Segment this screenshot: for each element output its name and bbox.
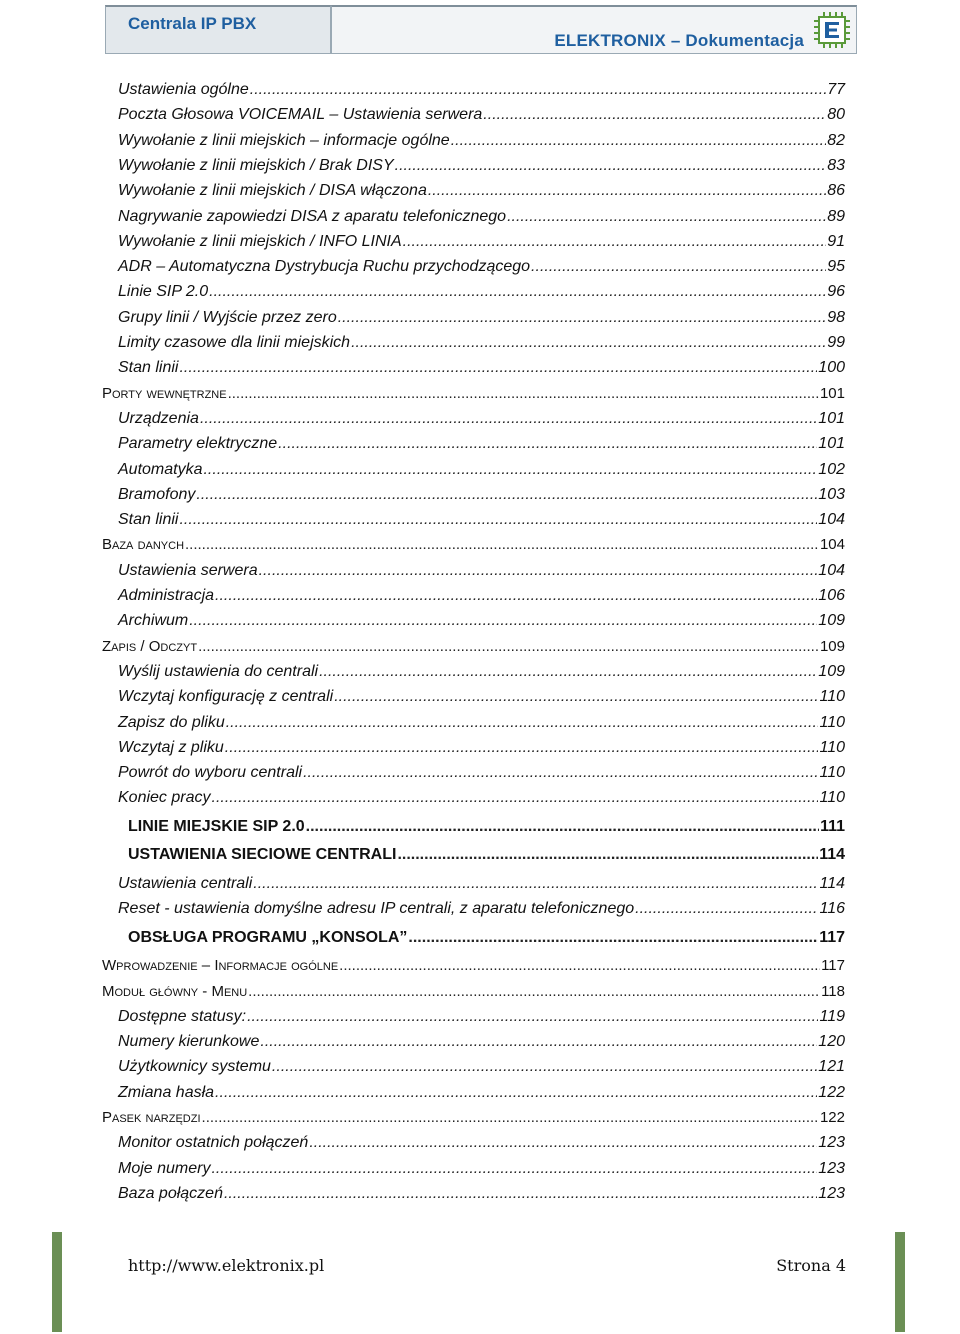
toc-entry-title: Monitor ostatnich połączeń [118, 1134, 309, 1152]
toc-entry[interactable] [118, 685, 845, 707]
toc-dot-leader [196, 485, 817, 505]
toc-dot-leader [278, 434, 817, 454]
toc-entry-page: 106 [818, 587, 845, 604]
toc-dot-leader [179, 510, 817, 530]
toc-entry-page: 110 [819, 713, 845, 731]
toc-entry-page: 101 [819, 384, 845, 402]
toc-entry-page: 95 [827, 258, 845, 276]
toc-entry[interactable] [118, 356, 845, 378]
toc-entry[interactable] [118, 1131, 845, 1153]
toc-entry-title: USTAWIENIA SIECIOWE CENTRALI [128, 846, 397, 864]
toc-entry-page: 109 [818, 612, 845, 630]
toc-entry-title: Bramofony [118, 485, 196, 503]
toc-dot-leader [215, 586, 817, 606]
toc-dot-leader [211, 1159, 817, 1179]
header-right-box [331, 5, 857, 54]
toc-entry-title: Administracja [118, 587, 215, 604]
toc-entry-title: Ustawienia serwera [118, 561, 258, 579]
toc-entry-title: Limity czasowe dla linii miejskich [118, 334, 351, 351]
toc-entry-title: Moje numery [118, 1159, 211, 1177]
toc-entry[interactable] [102, 1106, 845, 1128]
toc-dot-leader [203, 460, 817, 480]
toc-entry-title: Stan linii [118, 359, 179, 377]
toc-dot-leader [306, 817, 819, 837]
toc-entry[interactable] [102, 635, 845, 657]
toc-entry-page: 104 [818, 561, 845, 579]
toc-entry-page: 123 [818, 1134, 845, 1152]
toc-entry[interactable] [118, 179, 845, 201]
toc-dot-leader [189, 611, 817, 631]
toc-entry[interactable] [118, 1005, 845, 1027]
toc-entry[interactable] [118, 1182, 845, 1204]
toc-entry[interactable] [128, 843, 845, 865]
toc-entry[interactable] [118, 483, 845, 505]
toc-entry-title: Wczytaj z pliku [118, 738, 224, 756]
toc-dot-leader [531, 257, 826, 277]
toc-entry-page: 117 [821, 957, 845, 975]
toc-entry-title: ADR – Automatyczna Dystrybucja Ruchu przychodzącego [118, 258, 531, 276]
toc-entry[interactable] [118, 407, 845, 429]
toc-entry-page: 77 [827, 81, 845, 98]
toc-entry-title: Koniec pracy [118, 789, 211, 807]
toc-dot-leader [259, 561, 818, 581]
toc-entry-title: Wyślij ustawienia do centrali [118, 662, 319, 680]
toc-entry[interactable] [102, 980, 845, 1002]
toc-entry-page: 120 [818, 1033, 845, 1051]
toc-entry[interactable] [118, 736, 845, 758]
toc-entry[interactable] [118, 897, 845, 919]
header-left-box [105, 5, 331, 54]
toc-entry-title: Wywołanie z linii miejskich / DISA włączona [118, 182, 427, 200]
toc-entry-page: 110 [819, 688, 845, 706]
toc-entry-title: Automatyka [118, 460, 203, 478]
toc-entry-title: Archiwum [118, 612, 189, 630]
toc-entry-title: Parametry elektryczne [118, 435, 278, 453]
toc-entry[interactable] [118, 306, 845, 328]
toc-entry[interactable] [118, 280, 845, 302]
toc-dot-leader [215, 1083, 817, 1103]
toc-dot-leader [226, 713, 819, 733]
toc-dot-leader [428, 181, 826, 201]
toc-dot-leader [200, 409, 817, 429]
toc-dot-leader [247, 1007, 818, 1027]
toc-entry-page: 110 [819, 738, 845, 756]
toc-entry-page: 118 [821, 982, 845, 1000]
toc-entry[interactable] [102, 533, 845, 555]
toc-dot-leader [179, 358, 817, 378]
toc-entry[interactable] [118, 761, 845, 783]
toc-dot-leader [319, 662, 817, 682]
toc-entry-title: Użytkownicy systemu [118, 1058, 271, 1076]
toc-dot-leader [338, 308, 826, 328]
toc-dot-leader [272, 1057, 817, 1077]
toc-entry[interactable] [118, 1157, 845, 1179]
toc-entry-title: Moduł główny - Menu [102, 982, 248, 1000]
toc-entry-title: Baza danych [102, 536, 185, 554]
toc-entry-page: 123 [818, 1184, 845, 1202]
toc-dot-leader [451, 131, 827, 151]
toc-dot-leader [198, 637, 819, 657]
toc-entry-title: Zmiana hasła [118, 1083, 215, 1101]
toc-entry-page: 103 [818, 485, 845, 503]
toc-entry-title: Wywołanie z linii miejskich / INFO LINIA [118, 232, 402, 250]
toc-entry-title: Zapisz do pliku [118, 713, 225, 731]
toc-entry-page: 89 [827, 207, 845, 225]
toc-entry-page: 116 [819, 900, 845, 918]
toc-entry-title: Wywołanie z linii miejskich – informacje ogólne [118, 131, 450, 149]
toc-entry-title: Stan linii [118, 511, 179, 529]
toc-entry-page: 102 [818, 460, 845, 478]
toc-entry-page: 110 [819, 764, 845, 782]
toc-entry-page: 100 [818, 359, 845, 377]
toc-entry-page: 91 [827, 232, 845, 250]
toc-entry-title: OBSŁUGA PROGRAMU „KONSOLA” [128, 928, 408, 946]
toc-entry[interactable] [118, 786, 845, 808]
toc-entry-title: Poczta Głosowa VOICEMAIL – Ustawienia serwera [118, 106, 483, 124]
toc-entry-title: Porty wewnętrzne [102, 384, 227, 402]
toc-entry[interactable] [102, 954, 845, 976]
toc-entry-page: 117 [819, 928, 845, 946]
elektronix-chip-logo-icon [812, 11, 852, 49]
toc-dot-leader [185, 535, 819, 555]
toc-entry-page: 83 [827, 156, 845, 174]
toc-entry[interactable] [102, 382, 845, 404]
footer-left-bar [52, 1232, 62, 1332]
toc-entry-page: 101 [818, 435, 845, 453]
toc-entry-title: Wczytaj konfigurację z centrali [118, 688, 334, 706]
toc-dot-leader [248, 982, 820, 1002]
toc-dot-leader [351, 333, 826, 353]
toc-entry[interactable] [118, 660, 845, 682]
toc-entry-title: Pasek narzędzi [102, 1109, 201, 1126]
toc-dot-leader [212, 788, 819, 808]
toc-entry-page: 121 [818, 1058, 845, 1076]
toc-entry-page: 80 [827, 106, 845, 124]
toc-entry[interactable] [118, 584, 845, 606]
toc-dot-leader [260, 1032, 817, 1052]
header-brand-title: ELEKTRONIX – Dokumentacja [554, 31, 804, 50]
toc-entry[interactable] [118, 1055, 845, 1077]
toc-entry[interactable] [118, 1081, 845, 1103]
toc-dot-leader [309, 1133, 817, 1153]
toc-dot-leader [253, 874, 818, 894]
toc-dot-leader [209, 282, 826, 302]
toc-entry[interactable] [118, 154, 845, 176]
toc-entry-page: 104 [819, 536, 845, 554]
page-header [105, 5, 855, 53]
toc-entry-title: Grupy linii / Wyjście przez zero [118, 308, 337, 326]
toc-entry[interactable] [118, 205, 845, 227]
toc-dot-leader [395, 156, 827, 176]
toc-entry[interactable] [118, 78, 845, 100]
toc-entry[interactable] [118, 872, 845, 894]
toc-entry[interactable] [118, 331, 845, 353]
toc-entry-title: Urządzenia [118, 409, 199, 427]
toc-entry-page: 86 [827, 182, 845, 200]
header-product-title: Centrala IP PBX [128, 14, 257, 33]
footer-url-link[interactable]: http://www.elektronix.pl [128, 1256, 325, 1275]
toc-entry-title: Wywołanie z linii miejskich / Brak DISY [118, 156, 394, 174]
toc-dot-leader [635, 899, 818, 919]
toc-entry-page: 104 [818, 511, 845, 529]
toc-entry-title: Linie SIP 2.0 [118, 283, 209, 301]
toc-entry-page: 119 [819, 1007, 845, 1025]
toc-dot-leader [408, 928, 818, 948]
toc-entry-title: Ustawienia centrali [118, 874, 253, 892]
footer-right-bar [895, 1232, 905, 1332]
toc-dot-leader [483, 105, 826, 125]
toc-entry[interactable] [118, 103, 845, 125]
toc-entry-title: Dostępne statusy: [118, 1007, 247, 1025]
toc-dot-leader [225, 738, 819, 758]
toc-entry[interactable] [118, 230, 845, 252]
toc-entry-page: 82 [827, 131, 845, 149]
toc-entry-title: Reset - ustawienia domyślne adresu IP centrali, z aparatu telefonicznego [118, 900, 635, 918]
toc-entry-page: 101 [818, 409, 845, 427]
toc-dot-leader [224, 1184, 817, 1204]
toc-entry-page: 123 [818, 1159, 845, 1177]
toc-entry-page: 109 [819, 637, 845, 655]
toc-entry[interactable] [128, 926, 845, 948]
toc-entry[interactable] [118, 711, 845, 733]
toc-entry-title: Nagrywanie zapowiedzi DISA z aparatu telefonicznego [118, 207, 507, 225]
toc-dot-leader [250, 80, 826, 100]
toc-entry-page: 114 [819, 874, 845, 892]
toc-dot-leader [228, 384, 819, 404]
toc-entry-page: 96 [827, 283, 845, 301]
toc-entry-title: Ustawienia ogólne [118, 81, 249, 98]
toc-dot-leader [334, 687, 818, 707]
toc-entry[interactable] [118, 129, 845, 151]
toc-dot-leader [339, 956, 820, 976]
toc-entry-title: Powrót do wyboru centrali [118, 764, 303, 782]
toc-entry[interactable] [128, 815, 845, 837]
toc-dot-leader [303, 763, 818, 783]
footer-page-number: Strona 4 [776, 1256, 846, 1275]
toc-entry-page: 122 [818, 1083, 845, 1101]
toc-entry-title: Baza połączeń [118, 1184, 223, 1202]
toc-entry-page: 111 [820, 817, 845, 835]
toc-entry[interactable] [118, 609, 845, 631]
toc-entry[interactable] [118, 255, 845, 277]
toc-entry-page: 98 [827, 308, 845, 326]
toc-entry-page: 110 [819, 789, 845, 807]
toc-entry-title: Zapis / Odczyt [102, 637, 198, 655]
toc-entry-page: 99 [827, 334, 845, 351]
toc-entry-page: 122 [819, 1109, 845, 1126]
toc-entry-title: LINIE MIEJSKIE SIP 2.0 [128, 817, 305, 835]
toc-entry-page: 114 [819, 846, 845, 864]
toc-entry-title: Wprowadzenie – Informacje ogólne [102, 957, 339, 975]
toc-dot-leader [507, 207, 826, 227]
toc-entry[interactable] [118, 559, 845, 581]
toc-dot-leader [202, 1108, 819, 1128]
toc-entry-page: 109 [818, 662, 845, 680]
toc-entry-title: Numery kierunkowe [118, 1033, 260, 1051]
toc-entry[interactable] [118, 432, 845, 454]
toc-entry[interactable] [118, 508, 845, 530]
toc-dot-leader [403, 232, 827, 252]
toc-entry[interactable] [118, 1030, 845, 1052]
toc-entry[interactable] [118, 458, 845, 480]
toc-dot-leader [397, 845, 818, 865]
